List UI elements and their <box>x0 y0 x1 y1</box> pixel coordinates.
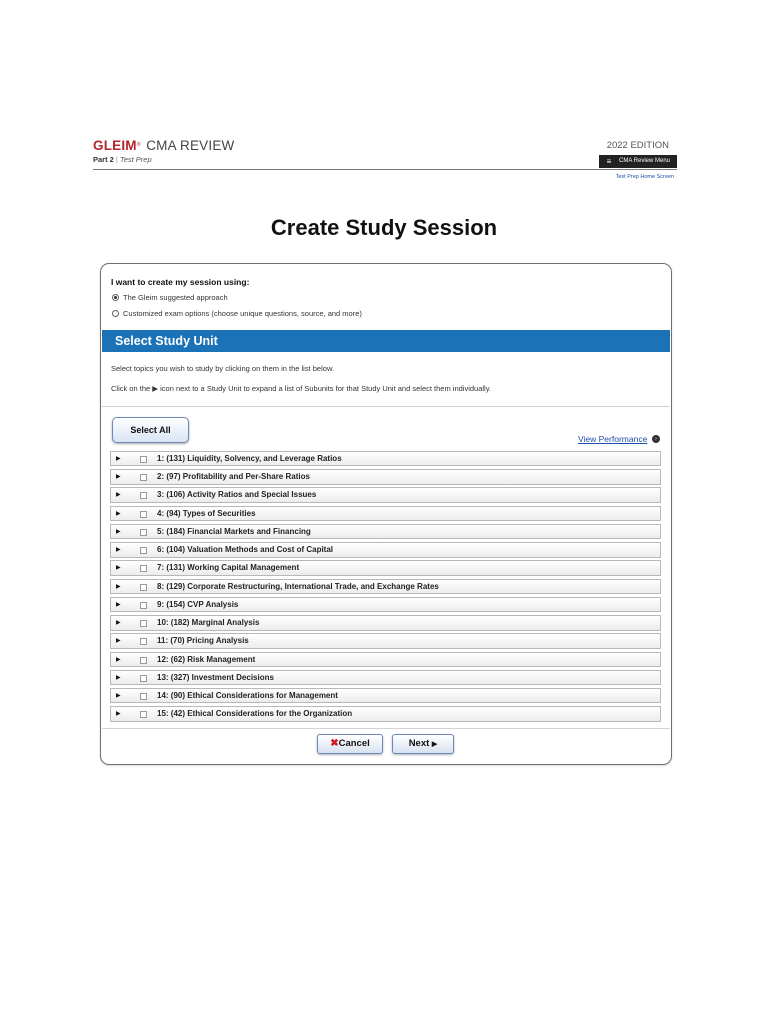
home-link[interactable]: Test Prep Home Screen <box>615 174 674 180</box>
study-unit-label: 11: (70) Pricing Analysis <box>157 636 249 646</box>
study-unit-row[interactable] <box>110 451 661 466</box>
study-unit-label: 8: (129) Corporate Restructuring, International Trade, and Exchange Rates <box>157 581 439 591</box>
checkbox[interactable] <box>140 492 147 499</box>
study-unit-row[interactable] <box>110 706 661 721</box>
menu-button[interactable] <box>599 155 677 168</box>
brand-trademark: ® <box>136 142 141 148</box>
instruction-text-expand: Click on the ▶ icon next to a Study Unit to expand a list of Subunits for that Study Unit and select them individually. <box>111 384 491 393</box>
study-unit-label: 2: (97) Profitability and Per-Share Ratios <box>157 472 310 482</box>
checkbox[interactable] <box>140 547 147 554</box>
checkbox[interactable] <box>140 565 147 572</box>
option-label: The Gleim suggested approach <box>123 293 228 302</box>
cancel-button-label: Cancel <box>338 738 370 749</box>
study-unit-row[interactable] <box>110 506 661 521</box>
radio-selected-icon[interactable] <box>112 294 119 301</box>
select-all-button[interactable]: Select All <box>112 417 189 443</box>
expand-triangle-icon[interactable]: ▶ <box>116 547 121 554</box>
study-unit-label: 12: (62) Risk Management <box>157 654 256 664</box>
study-unit-row[interactable] <box>110 688 661 703</box>
brand-subtitle <box>93 155 152 164</box>
study-unit-row[interactable] <box>110 597 661 612</box>
study-unit-label: 15: (42) Ethical Considerations for the Organization <box>157 709 353 719</box>
checkbox[interactable] <box>140 657 147 664</box>
cancel-button[interactable] <box>317 734 383 754</box>
arrow-right-icon: ▶ <box>431 741 438 748</box>
session-question: I want to create my session using: <box>111 277 250 287</box>
expand-triangle-icon[interactable]: ▶ <box>116 492 121 499</box>
next-button-label: Next <box>408 738 430 749</box>
checkbox[interactable] <box>140 620 147 627</box>
study-unit-label: 4: (94) Types of Securities <box>157 508 256 518</box>
study-unit-list <box>110 451 661 725</box>
study-unit-row[interactable] <box>110 652 661 667</box>
instruction-text: Select topics you wish to study by clicking on them in the list below. <box>111 364 335 373</box>
hamburger-icon: ≡ <box>606 157 612 166</box>
study-unit-row[interactable] <box>110 560 661 575</box>
study-unit-row[interactable] <box>110 615 661 630</box>
app-header <box>93 138 677 170</box>
expand-triangle-icon[interactable]: ▶ <box>116 674 121 681</box>
expand-triangle-icon[interactable]: ▶ <box>116 601 121 608</box>
study-unit-label: 1: (131) Liquidity, Solvency, and Leverage Ratios <box>157 454 342 463</box>
divider <box>102 728 670 729</box>
checkbox[interactable] <box>140 511 147 518</box>
checkbox[interactable] <box>140 584 147 591</box>
separator: | <box>115 155 118 164</box>
checkbox[interactable] <box>140 711 147 718</box>
study-unit-row[interactable] <box>110 633 661 648</box>
brand-logo <box>93 138 234 153</box>
next-button[interactable] <box>392 734 454 754</box>
page-title: Create Study Session <box>270 215 498 240</box>
part-label: Part 2 <box>93 155 114 164</box>
brand-cma-review: CMA REVIEW <box>146 138 235 153</box>
option-label: Customized exam options (choose unique questions, source, and more) <box>123 309 362 318</box>
study-unit-label: 3: (106) Activity Ratios and Special Issues <box>157 490 317 500</box>
checkbox[interactable] <box>140 638 147 645</box>
option-gleim-approach[interactable] <box>112 293 228 302</box>
study-unit-label: 6: (104) Valuation Methods and Cost of Capital <box>157 545 334 555</box>
expand-triangle-icon[interactable]: ▶ <box>116 456 121 462</box>
brand-gleim: GLEIM <box>93 138 137 153</box>
checkbox[interactable] <box>140 474 147 481</box>
view-performance-link[interactable]: View Performance <box>578 434 648 444</box>
expand-triangle-icon[interactable]: ▶ <box>116 620 121 627</box>
radio-icon[interactable] <box>112 310 119 317</box>
checkbox[interactable] <box>140 529 147 536</box>
expand-triangle-icon[interactable]: ▶ <box>116 711 121 718</box>
expand-triangle-icon[interactable]: ▶ <box>116 474 121 481</box>
study-unit-row[interactable] <box>110 670 661 685</box>
study-unit-row[interactable] <box>110 542 661 557</box>
study-unit-label: 13: (327) Investment Decisions <box>157 672 274 682</box>
checkbox[interactable] <box>140 693 147 700</box>
expand-triangle-icon[interactable]: ▶ <box>116 693 121 700</box>
test-prep-label: Test Prep <box>119 155 152 164</box>
checkbox[interactable] <box>140 456 147 463</box>
expand-triangle-icon[interactable]: ▶ <box>116 638 121 645</box>
study-unit-label: 5: (184) Financial Markets and Financing <box>157 526 311 536</box>
expand-triangle-icon[interactable]: ▶ <box>116 528 121 535</box>
study-unit-label: 9: (154) CVP Analysis <box>157 599 239 609</box>
study-unit-row[interactable] <box>110 487 661 502</box>
study-unit-row[interactable] <box>110 524 661 539</box>
expand-triangle-icon[interactable]: ▶ <box>116 565 121 572</box>
session-panel <box>100 263 672 765</box>
edition-label: 2022 EDITION <box>606 140 669 151</box>
study-unit-label: 10: (182) Marginal Analysis <box>157 618 260 628</box>
study-unit-row[interactable] <box>110 469 661 484</box>
section-header <box>102 330 670 352</box>
menu-button-label: CMA Review Menu <box>619 158 671 164</box>
option-customized[interactable] <box>112 309 362 318</box>
study-unit-label: 7: (131) Working Capital Management <box>157 563 300 573</box>
expand-triangle-icon[interactable]: ▶ <box>116 583 121 590</box>
section-title: Select Study Unit <box>115 334 218 348</box>
divider <box>102 406 670 407</box>
expand-triangle-icon[interactable]: ▶ <box>116 510 121 517</box>
chevron-right-circle-icon[interactable]: › <box>652 435 660 443</box>
study-unit-label: 14: (90) Ethical Considerations for Management <box>157 691 338 701</box>
checkbox[interactable] <box>140 602 147 609</box>
checkbox[interactable] <box>140 675 147 682</box>
study-unit-row[interactable] <box>110 579 661 594</box>
expand-triangle-icon[interactable]: ▶ <box>116 656 121 663</box>
close-icon: ✖ <box>330 738 339 749</box>
